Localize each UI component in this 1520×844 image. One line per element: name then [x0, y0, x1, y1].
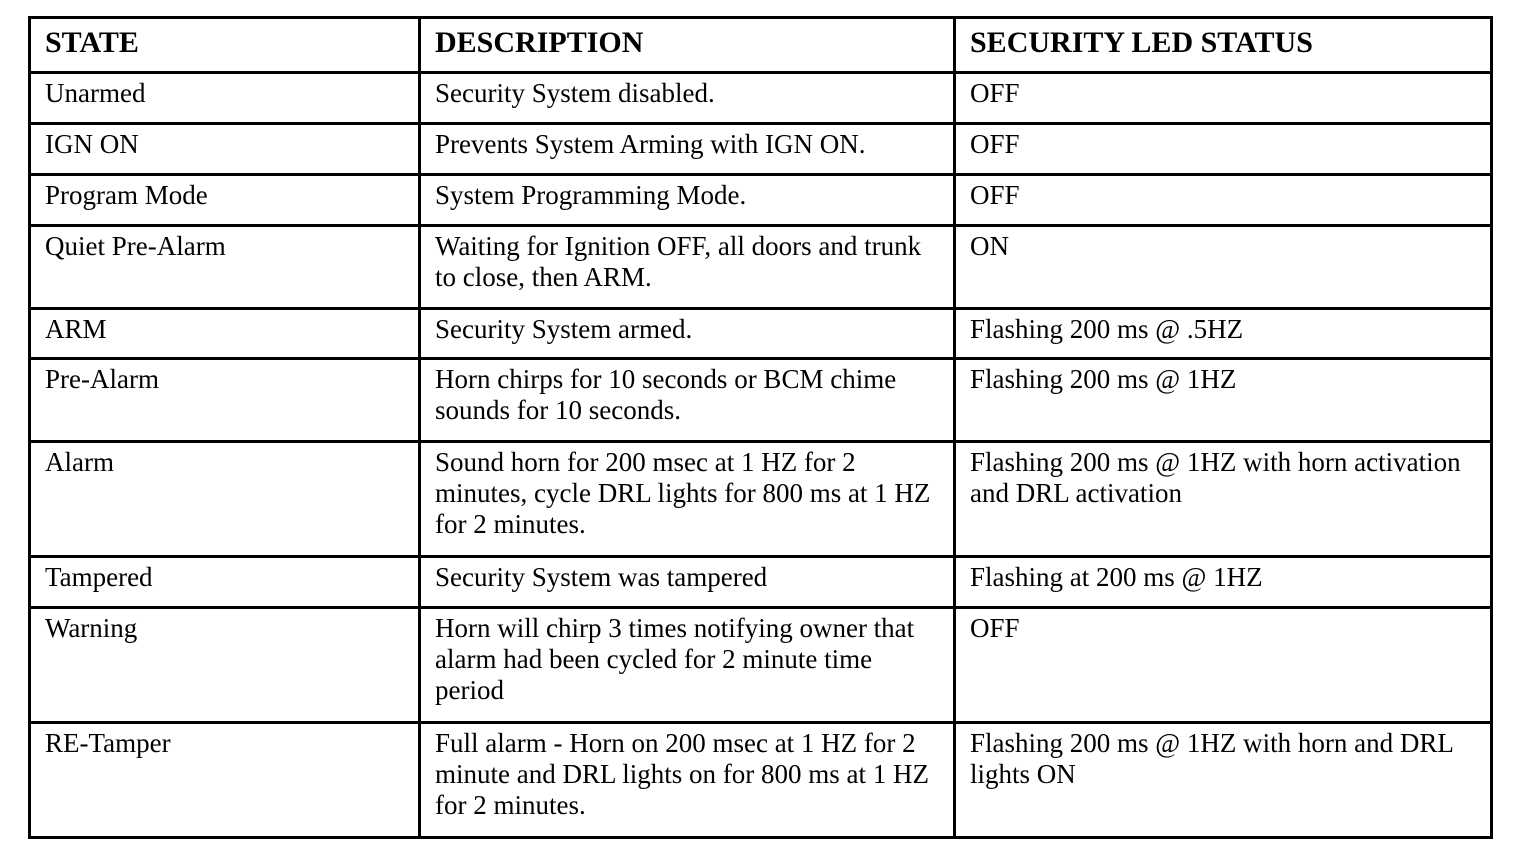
header-description: DESCRIPTION [420, 18, 955, 73]
table-row [30, 73, 1492, 124]
description-cell: Prevents System Arming with IGN ON. [420, 124, 955, 175]
description-cell: System Programming Mode. [420, 175, 955, 226]
state-cell: ARM [30, 309, 420, 359]
description-cell: Sound horn for 200 msec at 1 HZ for 2 minutes, cycle DRL lights for 800 ms at 1 HZ for 2 minutes. [420, 442, 955, 557]
description-cell: Horn chirps for 10 seconds or BCM chime sounds for 10 seconds. [420, 359, 955, 442]
state-cell: Pre-Alarm [30, 359, 420, 442]
table-row [30, 175, 1492, 226]
description-cell: Horn will chirp 3 times notifying owner that alarm had been cycled for 2 minute time period [420, 608, 955, 723]
description-cell: Waiting for Ignition OFF, all doors and trunk to close, then ARM. [420, 226, 955, 309]
led-status-cell: Flashing 200 ms @ 1HZ with horn activation and DRL activation [955, 442, 1492, 557]
table-body [30, 73, 1492, 838]
led-status-cell: Flashing 200 ms @ .5HZ [955, 309, 1492, 359]
header-led-status: SECURITY LED STATUS [955, 18, 1492, 73]
table-row [30, 723, 1492, 838]
description-cell: Security System armed. [420, 309, 955, 359]
led-status-cell: OFF [955, 175, 1492, 226]
table-header [30, 18, 1492, 73]
state-cell: Alarm [30, 442, 420, 557]
table-row [30, 608, 1492, 723]
state-cell: Tampered [30, 557, 420, 608]
led-status-cell: OFF [955, 73, 1492, 124]
table-row [30, 359, 1492, 442]
description-cell: Security System was tampered [420, 557, 955, 608]
state-cell: Program Mode [30, 175, 420, 226]
table-row [30, 226, 1492, 309]
table-row [30, 442, 1492, 557]
table-row [30, 557, 1492, 608]
led-status-cell: Flashing 200 ms @ 1HZ with horn and DRL lights ON [955, 723, 1492, 838]
header-row [30, 18, 1492, 73]
led-status-cell: OFF [955, 124, 1492, 175]
state-cell: Unarmed [30, 73, 420, 124]
led-status-cell: Flashing 200 ms @ 1HZ [955, 359, 1492, 442]
state-cell: RE-Tamper [30, 723, 420, 838]
description-cell: Full alarm - Horn on 200 msec at 1 HZ for 2 minute and DRL lights on for 800 ms at 1 HZ for 2 minutes. [420, 723, 955, 838]
security-state-table [28, 16, 1493, 839]
state-cell: IGN ON [30, 124, 420, 175]
led-status-cell: ON [955, 226, 1492, 309]
state-cell: Quiet Pre-Alarm [30, 226, 420, 309]
table-row [30, 309, 1492, 359]
description-cell: Security System disabled. [420, 73, 955, 124]
state-cell: Warning [30, 608, 420, 723]
table-row [30, 124, 1492, 175]
led-status-cell: OFF [955, 608, 1492, 723]
header-state: STATE [30, 18, 420, 73]
led-status-cell: Flashing at 200 ms @ 1HZ [955, 557, 1492, 608]
